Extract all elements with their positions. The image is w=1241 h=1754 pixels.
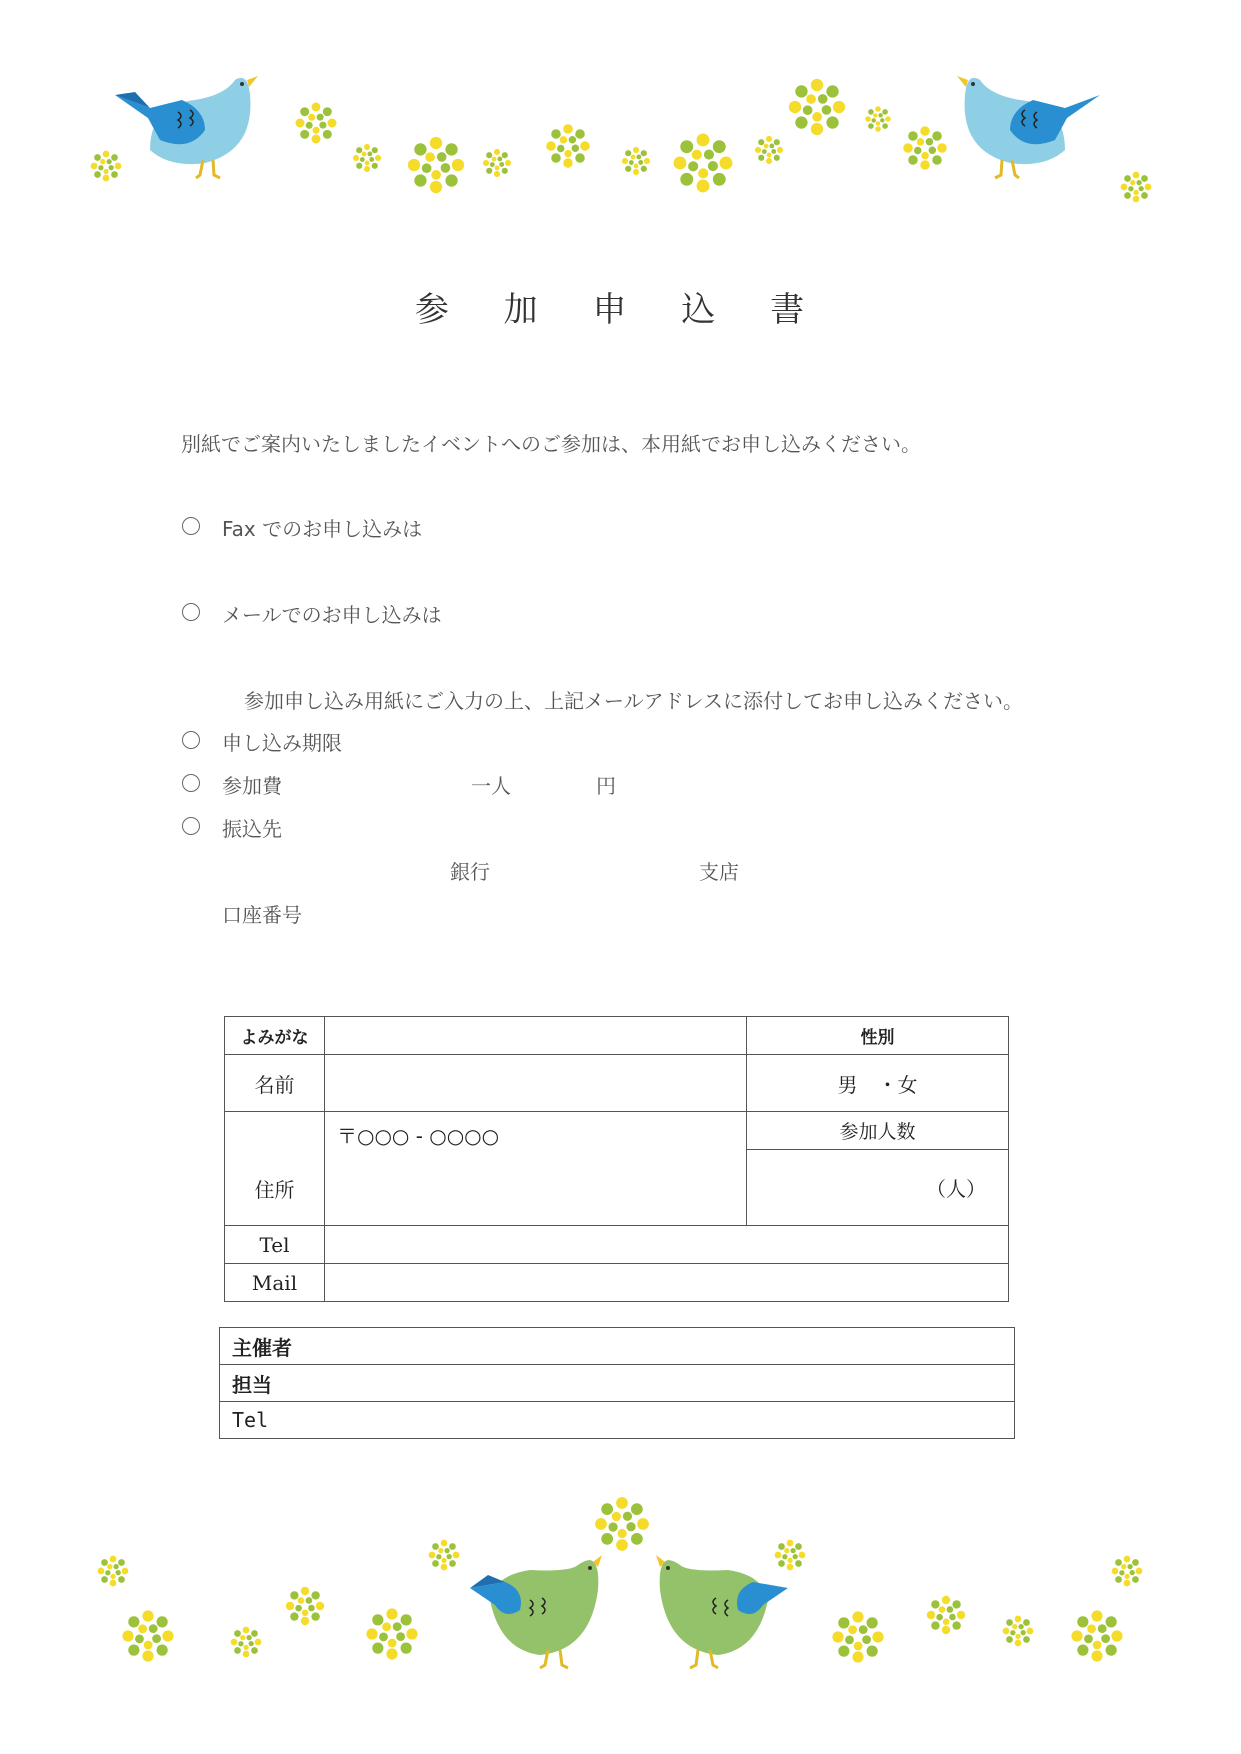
- page-title: 参 加 申 込 書: [414, 290, 827, 330]
- deadline-label: 申し込み期限: [222, 731, 342, 755]
- transfer-label: 振込先: [222, 817, 282, 841]
- fax-label: Fax でのお申し込みは: [222, 517, 423, 541]
- top-decoration: [0, 0, 1241, 240]
- flower-icon: [595, 1497, 649, 1551]
- participants-label: 参加人数: [747, 1112, 1009, 1150]
- bullet-circle-icon: [182, 517, 200, 535]
- name-field[interactable]: [325, 1055, 747, 1112]
- blue-bird-left-icon: [115, 76, 258, 178]
- gender-label: 性別: [747, 1017, 1009, 1055]
- flower-icon: [353, 144, 381, 172]
- mail-note: 参加申し込み用紙にご入力の上、上記メールアドレスに添付してお申し込みください。: [244, 689, 1023, 713]
- mail-label: メールでのお申し込みは: [222, 603, 442, 627]
- address-field[interactable]: [325, 1112, 747, 1226]
- intro-text: 別紙でご案内いたしましたイベントへのご参加は、本用紙でお申し込みください。: [181, 432, 921, 456]
- organizer-person: 担当: [220, 1365, 1015, 1402]
- application-form-table: [224, 1016, 1009, 1302]
- flower-icon: [1121, 172, 1152, 203]
- fee-label: 参加費: [222, 774, 282, 798]
- gender-options[interactable]: 男 ・女: [747, 1055, 1009, 1112]
- flower-icon: [296, 103, 337, 144]
- blue-bird-right-icon: [957, 76, 1100, 178]
- flower-icon: [755, 136, 783, 164]
- flower-icons-top: [91, 79, 1152, 203]
- name-label: 名前: [225, 1055, 325, 1112]
- bottom-decoration: [0, 1470, 1241, 1754]
- tel-field[interactable]: [325, 1226, 1009, 1264]
- bullet-circle-icon: [182, 817, 200, 835]
- flower-icon: [903, 126, 947, 170]
- organizer-tel: Tel: [220, 1402, 1015, 1439]
- fee-per-person: 一人: [471, 774, 511, 798]
- mail-field-label: Mail: [225, 1264, 325, 1302]
- furigana-field[interactable]: [325, 1017, 747, 1055]
- green-bird-left-icon: [470, 1555, 602, 1668]
- flower-icon: [927, 1596, 965, 1634]
- flower-icon: [1071, 1610, 1122, 1661]
- flower-icon: [122, 1610, 173, 1661]
- participants-field[interactable]: [747, 1150, 1009, 1226]
- tel-label: Tel: [225, 1226, 325, 1264]
- flower-icon: [91, 151, 122, 182]
- flower-icon: [775, 1540, 806, 1571]
- flower-icon: [622, 147, 650, 175]
- flower-icon: [1112, 1556, 1143, 1587]
- branch-label: 支店: [699, 860, 739, 884]
- flower-icon: [865, 106, 891, 132]
- address-label: 住所: [225, 1112, 325, 1226]
- participants-unit: （人）: [926, 1177, 986, 1201]
- flower-icon: [286, 1587, 324, 1625]
- account-number-label: 口座番号: [222, 903, 302, 927]
- flower-icons-bottom: [98, 1497, 1143, 1662]
- bullet-circle-icon: [182, 774, 200, 792]
- organizer-table: [219, 1327, 1015, 1439]
- flower-icon: [546, 124, 590, 168]
- bullet-circle-icon: [182, 731, 200, 749]
- furigana-label: よみがな: [225, 1017, 325, 1055]
- flower-icon: [674, 134, 733, 193]
- flower-icon: [98, 1556, 129, 1587]
- flower-icon: [789, 79, 845, 135]
- flower-icon: [231, 1627, 262, 1658]
- bullet-circle-icon: [182, 603, 200, 621]
- flower-icon: [429, 1540, 460, 1571]
- postal-code: 〒○○○ - ○○○○: [337, 1124, 500, 1148]
- organizer-host: 主催者: [220, 1328, 1015, 1365]
- flower-icon: [483, 149, 511, 177]
- green-bird-right-icon: [656, 1555, 788, 1668]
- bank-label: 銀行: [450, 860, 490, 884]
- mail-field[interactable]: [325, 1264, 1009, 1302]
- flower-icon: [1003, 1616, 1034, 1647]
- fee-unit: 円: [596, 774, 616, 798]
- flower-icon: [832, 1611, 883, 1662]
- flower-icon: [366, 1608, 417, 1659]
- flower-icon: [408, 137, 464, 193]
